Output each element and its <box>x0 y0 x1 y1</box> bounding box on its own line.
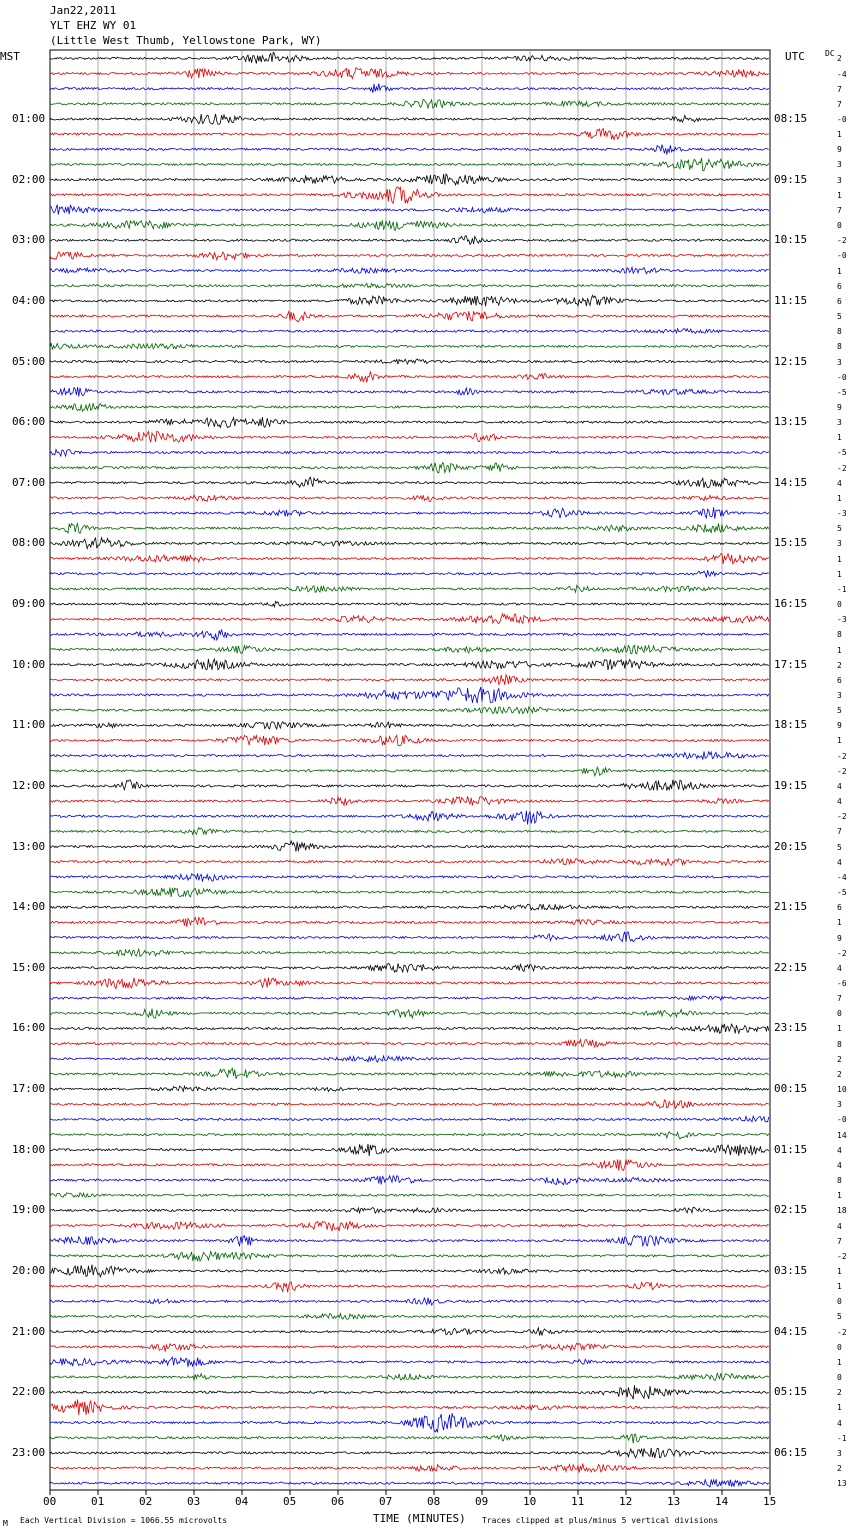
x-tick-label: 06 <box>331 1495 345 1508</box>
left-hour-label: 21:00 <box>12 1324 46 1338</box>
seismic-trace <box>50 1298 769 1306</box>
dc-label: DC <box>825 49 835 58</box>
seismic-trace <box>50 796 769 805</box>
right-hour-label: 12:15 <box>774 354 808 368</box>
dc-offset-label: -2 <box>837 948 847 958</box>
dc-offset-label: 7 <box>837 827 842 837</box>
seismic-trace <box>50 949 769 956</box>
seismic-trace <box>50 996 769 1000</box>
seismic-trace <box>50 828 769 835</box>
seismic-trace <box>50 145 769 155</box>
seismic-trace <box>50 585 769 592</box>
dc-offset-label: 4 <box>837 781 842 791</box>
x-tick-label: 05 <box>283 1495 297 1508</box>
seismic-trace <box>50 963 769 972</box>
seismic-trace <box>50 252 769 260</box>
dc-offset-label: 4 <box>837 478 842 488</box>
dc-offset-label: 3 <box>837 175 842 185</box>
seismic-trace <box>50 978 769 989</box>
seismic-trace <box>50 372 769 383</box>
chart-date: Jan22,2011 <box>50 4 117 17</box>
dc-offset-label: -3 <box>837 615 847 625</box>
right-hour-label: 20:15 <box>774 839 808 853</box>
right-hour-label: 17:15 <box>774 657 808 671</box>
dc-offset-label: -4 <box>837 872 847 882</box>
seismic-trace <box>50 858 769 865</box>
dc-offset-label: 1 <box>837 433 842 443</box>
dc-offset-label: 9 <box>837 403 842 412</box>
x-tick-label: 02 <box>139 1495 153 1508</box>
seismic-trace <box>50 343 769 350</box>
left-hour-label: 11:00 <box>12 718 46 732</box>
dc-offset-label: -1 <box>837 584 847 594</box>
dc-offset-label: 4 <box>837 1160 842 1170</box>
left-hour-label: 09:00 <box>12 597 46 610</box>
dc-offset-label: 5 <box>837 842 842 852</box>
seismic-trace <box>50 524 769 534</box>
dc-offset-label: 3 <box>837 1100 842 1110</box>
seismic-trace <box>50 1040 769 1048</box>
seismic-trace <box>50 1236 769 1246</box>
left-hour-label: 05:00 <box>12 354 46 368</box>
seismic-trace <box>50 329 769 334</box>
dc-offset-label: 5 <box>837 1312 842 1322</box>
right-hour-label: 15:15 <box>774 536 808 550</box>
dc-offset-label: 1 <box>837 1357 842 1367</box>
right-hour-label: 05:15 <box>774 1385 808 1399</box>
dc-offset-label: 18 <box>837 1206 847 1216</box>
seismic-trace <box>50 417 769 428</box>
dc-offset-label: 10 <box>837 1085 847 1095</box>
right-hour-label: 01:15 <box>774 1142 808 1156</box>
seismic-trace <box>50 205 769 215</box>
seismic-trace <box>50 267 769 274</box>
x-tick-label: 04 <box>235 1495 249 1508</box>
left-hour-label: 03:00 <box>12 233 46 247</box>
dc-offset-label: 0 <box>837 1297 842 1307</box>
left-hour-label: 16:00 <box>12 1021 46 1035</box>
seismic-trace <box>50 1385 769 1399</box>
dc-offset-label: 1 <box>837 190 842 200</box>
seismic-trace <box>50 841 769 852</box>
dc-offset-label: 1 <box>837 554 842 564</box>
dc-offset-label: 1 <box>837 266 842 276</box>
dc-offset-label: 14 <box>837 1130 847 1140</box>
dc-offset-label: 13 <box>837 1479 847 1489</box>
seismic-trace <box>50 687 769 703</box>
dc-offset-label: 1 <box>837 1267 842 1276</box>
seismic-trace <box>50 84 769 93</box>
left-hour-label: 07:00 <box>12 475 46 489</box>
dc-offset-label: -0 <box>837 372 847 382</box>
left-hour-label: 23:00 <box>12 1445 46 1459</box>
dc-offset-label: 2 <box>837 1388 842 1398</box>
x-tick-label: 14 <box>715 1495 729 1508</box>
dc-offset-label: -2 <box>837 766 847 776</box>
seismic-trace <box>50 158 769 171</box>
dc-offset-label: -0 <box>837 1115 847 1125</box>
x-tick-label: 10 <box>523 1495 537 1508</box>
seismic-trace <box>50 554 769 564</box>
seismic-trace <box>50 187 769 203</box>
dc-offset-label: 5 <box>837 706 842 716</box>
seismic-trace <box>50 601 769 607</box>
dc-offset-label: 7 <box>837 99 842 109</box>
dc-offset-label: 2 <box>837 660 842 670</box>
seismic-trace <box>50 752 769 760</box>
dc-offset-label: -2 <box>837 1251 847 1261</box>
x-tick-label: 11 <box>571 1495 585 1508</box>
seismic-trace <box>50 918 769 927</box>
dc-offset-label: 1 <box>837 918 842 928</box>
seismic-trace <box>50 431 769 442</box>
seismic-trace <box>50 767 769 776</box>
clip-note: Traces clipped at plus/minus 5 vertical divisions <box>482 1516 719 1525</box>
seismic-trace <box>50 1434 769 1444</box>
dc-offset-label: 0 <box>837 1009 842 1019</box>
dc-offset-label: -2 <box>837 463 847 473</box>
x-tick-label: 15 <box>763 1495 777 1508</box>
dc-offset-label: -2 <box>837 236 847 246</box>
dc-offset-label: -4 <box>837 69 847 79</box>
seismic-trace <box>50 236 769 245</box>
dc-offset-label: 4 <box>837 963 842 973</box>
dc-offset-label: 5 <box>837 524 842 534</box>
seismic-trace <box>50 780 769 791</box>
seismic-trace <box>50 68 769 79</box>
seismic-trace <box>50 1314 769 1320</box>
seismic-trace <box>50 52 769 63</box>
right-hour-label: 14:15 <box>774 475 808 489</box>
seismic-trace <box>50 477 769 488</box>
seismic-trace <box>50 707 769 714</box>
seismic-trace <box>50 114 769 124</box>
dc-offset-label: 0 <box>837 221 842 231</box>
left-hour-label: 10:00 <box>12 657 46 671</box>
dc-offset-label: 8 <box>837 1176 842 1185</box>
seismic-trace <box>50 1343 769 1352</box>
seismic-trace <box>50 538 769 549</box>
seismic-trace <box>50 359 769 364</box>
right-hour-label: 04:15 <box>774 1324 808 1338</box>
seismic-trace <box>50 1159 769 1170</box>
right-hour-label: 00:15 <box>774 1082 808 1096</box>
dc-offset-label: 9 <box>837 145 842 155</box>
dc-offset-label: 7 <box>837 994 842 1004</box>
x-tick-label: 12 <box>619 1495 633 1508</box>
dc-offset-label: -5 <box>837 387 847 397</box>
dc-offset-label: 2 <box>837 1464 842 1473</box>
left-hour-label: 14:00 <box>12 900 46 914</box>
dc-offset-label: -5 <box>837 888 847 897</box>
seismic-trace <box>50 1193 769 1197</box>
dc-offset-label: 6 <box>837 296 842 306</box>
dc-offset-label: 8 <box>837 630 842 640</box>
left-hour-label: 02:00 <box>12 172 46 186</box>
left-hour-label: 08:00 <box>12 536 46 550</box>
dc-offset-label: 1 <box>837 569 842 579</box>
left-hour-label: 22:00 <box>12 1385 46 1399</box>
seismic-trace <box>50 888 769 897</box>
seismic-trace <box>50 735 769 745</box>
footer-mark: M <box>3 1519 8 1528</box>
seismic-trace <box>50 507 769 518</box>
dc-offset-label: 3 <box>837 539 842 549</box>
seismic-trace <box>50 1207 769 1213</box>
dc-offset-label: -1 <box>837 1433 847 1443</box>
right-hour-label: 02:15 <box>774 1203 808 1217</box>
seismic-trace <box>50 1413 769 1432</box>
seismic-trace <box>50 629 769 640</box>
x-tick-label: 07 <box>379 1495 393 1508</box>
seismic-trace <box>50 1086 769 1091</box>
seismic-trace <box>50 659 769 670</box>
dc-offset-label: 4 <box>837 1145 842 1155</box>
right-hour-label: 06:15 <box>774 1445 808 1459</box>
dc-offset-label: 3 <box>837 160 842 170</box>
seismic-trace <box>50 387 769 396</box>
seismic-trace <box>50 570 769 577</box>
left-hour-label: 15:00 <box>12 960 46 974</box>
seismic-trace <box>50 220 769 230</box>
seismic-trace <box>50 1056 769 1062</box>
dc-offset-label: 3 <box>837 1448 842 1458</box>
seismic-trace <box>50 99 769 108</box>
seismic-trace <box>50 1222 769 1232</box>
dc-offset-label: 6 <box>837 903 842 913</box>
seismic-trace <box>50 1479 769 1487</box>
seismic-trace <box>50 1068 769 1079</box>
x-tick-label: 00 <box>43 1495 57 1508</box>
dc-offset-label: 1 <box>837 1282 842 1292</box>
dc-offset-label: -3 <box>837 509 847 519</box>
left-hour-label: 04:00 <box>12 293 46 307</box>
right-timezone-label: UTC <box>785 50 805 63</box>
seismic-trace <box>50 129 769 140</box>
x-axis-label: TIME (MINUTES) <box>373 1512 466 1525</box>
x-tick-label: 09 <box>475 1495 489 1508</box>
right-hour-label: 10:15 <box>774 233 808 247</box>
seismic-trace <box>50 1132 769 1139</box>
seismic-trace <box>50 403 769 411</box>
dc-offset-label: 8 <box>837 1039 842 1049</box>
dc-offset-label: 1 <box>837 130 842 140</box>
seismic-trace <box>50 174 769 185</box>
chart-location: (Little West Thumb, Yellowstone Park, WY) <box>50 34 322 47</box>
dc-offset-label: 1 <box>837 1403 842 1413</box>
seismic-trace <box>50 811 769 825</box>
dc-offset-label: 4 <box>837 1221 842 1231</box>
dc-offset-label: 1 <box>837 736 842 746</box>
left-hour-label: 12:00 <box>12 778 46 792</box>
scale-note: Each Vertical Division = 1066.55 microvolts <box>20 1516 228 1525</box>
dc-offset-label: 4 <box>837 797 842 807</box>
dc-offset-label: 5 <box>837 312 842 321</box>
x-tick-label: 03 <box>187 1495 201 1508</box>
right-hour-label: 09:15 <box>774 172 808 186</box>
left-hour-label: 06:00 <box>12 415 46 429</box>
seismic-trace <box>50 1100 769 1109</box>
dc-offset-label: 1 <box>837 493 842 503</box>
dc-offset-label: 3 <box>837 691 842 700</box>
dc-offset-label: 8 <box>837 342 842 352</box>
right-hour-label: 21:15 <box>774 900 808 914</box>
left-hour-label: 13:00 <box>12 839 46 853</box>
seismic-trace <box>50 873 769 881</box>
seismic-trace <box>50 1463 769 1472</box>
seismic-trace <box>50 1282 769 1292</box>
left-hour-label: 18:00 <box>12 1142 46 1156</box>
seismic-trace <box>50 1265 769 1277</box>
seismic-trace <box>50 1176 769 1185</box>
dc-offset-label: 6 <box>837 281 842 291</box>
x-tick-label: 08 <box>427 1495 441 1508</box>
seismic-trace <box>50 675 769 685</box>
dc-offset-label: 7 <box>837 84 842 94</box>
left-hour-label: 20:00 <box>12 1264 46 1277</box>
dc-offset-label: -0 <box>837 115 847 124</box>
left-hour-label: 01:00 <box>12 112 46 125</box>
dc-offset-label: -2 <box>837 1327 847 1337</box>
seismic-trace <box>50 904 769 910</box>
seismic-trace <box>50 1144 769 1156</box>
right-hour-label: 11:15 <box>774 293 808 307</box>
dc-offset-label: -0 <box>837 251 847 261</box>
left-hour-label: 19:00 <box>12 1203 46 1217</box>
seismic-trace <box>50 1400 769 1416</box>
dc-offset-label: 2 <box>837 1054 842 1064</box>
right-hour-label: 08:15 <box>774 112 808 125</box>
seismic-trace <box>50 722 769 729</box>
x-tick-label: 13 <box>667 1495 681 1508</box>
dc-offset-label: 1 <box>837 645 842 655</box>
dc-offset-label: 4 <box>837 857 842 867</box>
chart-station: YLT EHZ WY 01 <box>50 19 137 32</box>
seismic-trace <box>50 1116 769 1122</box>
dc-offset-label: 3 <box>837 418 842 428</box>
dc-offset-label: 7 <box>837 205 842 215</box>
x-tick-label: 01 <box>91 1495 105 1508</box>
dc-offset-label: 3 <box>837 357 842 367</box>
dc-offset-label: 1 <box>837 1191 842 1201</box>
seismic-trace <box>50 1251 769 1261</box>
dc-offset-label: 0 <box>837 1373 842 1383</box>
right-hour-label: 22:15 <box>774 960 808 974</box>
seismic-trace <box>50 614 769 624</box>
dc-offset-label: 9 <box>837 933 842 943</box>
dc-offset-label: 1 <box>837 1024 842 1034</box>
seismic-trace <box>50 311 769 322</box>
dc-offset-label: 0 <box>837 600 842 609</box>
seismic-trace <box>50 450 769 457</box>
dc-offset-label: 7 <box>837 1236 842 1246</box>
dc-offset-label: -2 <box>837 812 847 822</box>
seismic-trace <box>50 645 769 654</box>
dc-offset-label: 2 <box>837 1069 842 1079</box>
dc-offset-label: 0 <box>837 1342 842 1352</box>
right-hour-label: 16:15 <box>774 597 808 610</box>
seismic-trace <box>50 1328 769 1336</box>
seismic-trace <box>50 932 769 942</box>
right-hour-label: 03:15 <box>774 1264 808 1277</box>
dc-offset-label: -6 <box>837 979 847 988</box>
right-hour-label: 23:15 <box>774 1021 808 1035</box>
left-hour-label: 17:00 <box>12 1082 46 1096</box>
dc-offset-label: -5 <box>837 448 847 458</box>
right-hour-label: 18:15 <box>774 718 808 732</box>
seismic-trace <box>50 1024 769 1034</box>
dc-offset-label: -2 <box>837 751 847 761</box>
dc-offset-label: 8 <box>837 327 842 337</box>
dc-offset-label: 6 <box>837 675 842 685</box>
seismic-trace <box>50 295 769 306</box>
seismic-trace <box>50 1357 769 1367</box>
right-hour-label: 19:15 <box>774 778 808 792</box>
seismic-trace <box>50 1448 769 1458</box>
seismic-trace <box>50 283 769 287</box>
dc-offset-label: 4 <box>837 1418 842 1428</box>
dc-offset-label: 2 <box>837 54 842 64</box>
seismic-trace <box>50 1009 769 1018</box>
seismic-trace <box>50 1373 769 1380</box>
right-hour-label: 13:15 <box>774 415 808 429</box>
dc-offset-label: 9 <box>837 721 842 731</box>
left-timezone-label: MST <box>0 50 20 63</box>
seismic-trace <box>50 463 769 473</box>
seismic-trace <box>50 495 769 501</box>
